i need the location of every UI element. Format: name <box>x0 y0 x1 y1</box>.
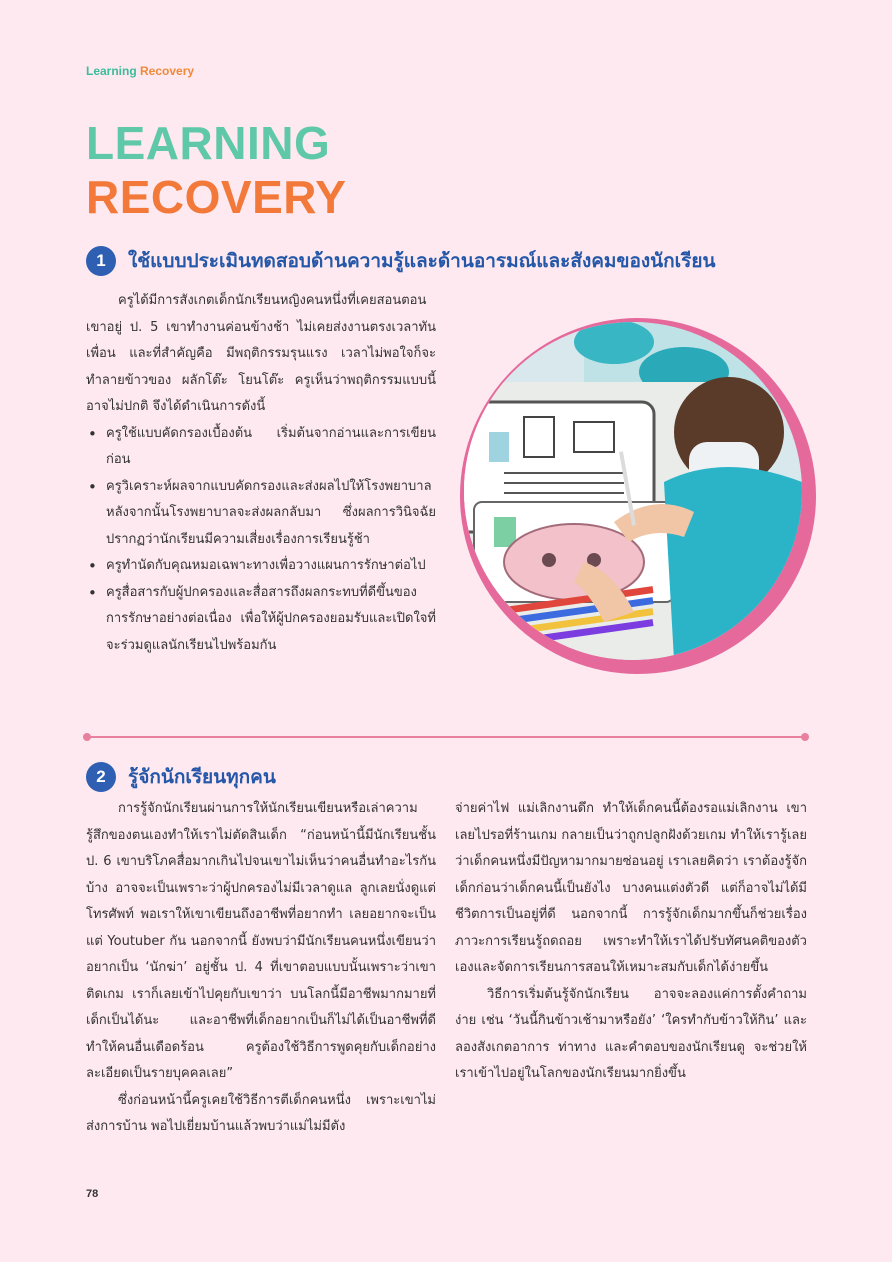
running-header-part1: Learning <box>86 64 137 78</box>
page-title-line2: RECOVERY <box>86 171 347 223</box>
classroom-photo <box>464 322 802 660</box>
classroom-illustration <box>464 322 802 660</box>
section-2-number: 2 <box>86 762 116 792</box>
section-1-number: 1 <box>86 246 116 276</box>
section-1-bullet-list <box>86 421 436 660</box>
section-1-intro: ครูได้มีการสังเกตเด็กนักเรียนหญิงคนหนึ่งที่เคยสอนตอนเขาอยู่ ป. 5 เขาทำงานค่อนข้างช้า ไม่เคยส่งงานตรงเวลาทันเพื่อน และที่สำคัญคือ มีพฤติกรรมรุนแรง เวลาไม่พอใจก็จะทำลายข้าวของ ผลักโต๊ะ โยนโต๊ะ ครูเห็นว่าพฤติกรรมแบบนี้อาจไม่ปกติ จึงได้ดำเนินการดังนี้ <box>86 293 436 414</box>
photo-frame <box>460 318 816 674</box>
section-2-title: รู้จักนักเรียนทุกคน <box>128 766 276 788</box>
page-title-line1: LEARNING <box>86 117 331 169</box>
bullet-item: • ครูใช้แบบคัดกรองเบื้องต้น เริ่มต้นจากอ่านและการเขียนก่อน <box>106 421 436 474</box>
divider-dot <box>83 733 91 741</box>
section-2-paragraph: การรู้จักนักเรียนผ่านการให้นักเรียนเขียนหรือเล่าความรู้สึกของตนเองทำให้เราไม่ตัดสินเด็ก “ก่อนหน้านี้มีนักเรียนชั้น ป. 6 เขาบริโภคสื่อมากเกินไปจนเขาไม่เห็นว่าคนอื่นทำอะไรกันบ้าง อาจจะเป็นเพราะว่าผู้ปกครองไม่มีเวลาดูแล ลูกเลยนั่งดูแต่โทรศัพท์ พอเราให้เขาเขียนถึงอาชีพที่อยากทำ เลยอยากจะเป็นแต่ Youtuber กัน นอกจากนี้ ยังพบว่ามีนักเรียนคนหนึ่งเขียนว่าอยากเป็น ‘นักฆ่า’ อยู่ชั้น ป. 4 ที่เขาตอบแบบนั้นเพราะว่าเขาติดเกม เราก็เลยเข้าไปคุยกับเขาว่า บนโลกนี้มีอาชีพมากมายที่เด็กเป็นได้นะ และอาชีพที่เด็กอยากเป็นก็ไม่ได้เป็นอาชีพที่ดี ทำให้คนอื่นเดือดร้อน ครูต้องใช้วิธีการพูดคุยกับเด็กอย่างละเอียดเป็นรายบุคคลเลย” <box>86 801 436 1081</box>
divider-dot <box>801 733 809 741</box>
section-2-paragraph: วิธีการเริ่มต้นรู้จักนักเรียน อาจจะลองแค่การตั้งคำถามง่าย เช่น ‘วันนี้กินข้าวเช้ามาหรือยัง’ ‘ใครทำกับข้าวให้กิน’ และลองสังเกตอาการ ท่าทาง และคำตอบของนักเรียนดู จะช่วยให้เราเข้าไปอยู่ในโลกของนักเรียนมากยิ่งขึ้น <box>455 986 807 1081</box>
section-2-heading <box>86 762 276 792</box>
page-number: 78 <box>86 1188 99 1200</box>
bullet-item: • ครูวิเคราะห์ผลจากแบบคัดกรองและส่งผลไปให้โรงพยาบาล หลังจากนั้นโรงพยาบาลจะส่งผลกลับมา ซึ่งผลการวินิจฉัยปรากฏว่านักเรียนมีความเสี่ยงเรื่องการเรียนรู้ช้า <box>106 474 436 554</box>
running-header-part2: Recovery <box>140 64 195 78</box>
section-2-paragraph: จ่ายค่าไฟ แม่เลิกงานดึก ทำให้เด็กคนนี้ต้องรอแม่เลิกงาน เขาเลยไปรอที่ร้านเกม กลายเป็นว่าถูกปลูกฝังด้วยเกม ทำให้เรารู้เลยว่าเด็กคนหนึ่งมีปัญหามากมายซ่อนอยู่ เราเลยคิดว่า เราต้องรู้จักเด็กก่อนว่าเด็กคนนี้เป็นยังไง บางคนแต่งตัวดี แต่ก็อาจไม่ได้มีชีวิตการเป็นอยู่ที่ดี นอกจากนี้ การรู้จักเด็กมากขึ้นก็ช่วยเรื่องภาวะการเรียนรู้ถดถอย เพราะทำให้เราได้ปรับทัศนคติของตัวเองและจัดการเรียนการสอนให้เหมาะสมกับเด็กได้ง่ายขึ้น <box>455 801 807 975</box>
running-header <box>86 64 194 78</box>
section-2-paragraph: ซึ่งก่อนหน้านี้ครูเคยใช้วิธีการตีเด็กคนหนึ่ง เพราะเขาไม่ส่งการบ้าน พอไปเยี่ยมบ้านแล้วพบว่าแม่ไม่มีตัง <box>86 1092 436 1134</box>
page-title <box>86 116 346 224</box>
section-2-column-2 <box>455 796 807 1088</box>
section-1-body <box>86 288 436 659</box>
section-1-heading <box>86 246 715 276</box>
bullet-item: • ครูทำนัดกับคุณหมอเฉพาะทางเพื่อวางแผนการรักษาต่อไป <box>106 553 436 580</box>
section-2-column-1 <box>86 796 436 1141</box>
section-divider <box>86 736 806 738</box>
section-1-title: ใช้แบบประเมินทดสอบด้านความรู้และด้านอารมณ์และสังคมของนักเรียน <box>128 250 716 272</box>
bullet-item: • ครูสื่อสารกับผู้ปกครองและสื่อสารถึงผลกระทบที่ดีขึ้นของการรักษาอย่างต่อเนื่อง เพื่อให้ผู้ปกครองยอมรับและเปิดใจที่จะร่วมดูแลนักเรียนไปพร้อมกัน <box>106 580 436 660</box>
